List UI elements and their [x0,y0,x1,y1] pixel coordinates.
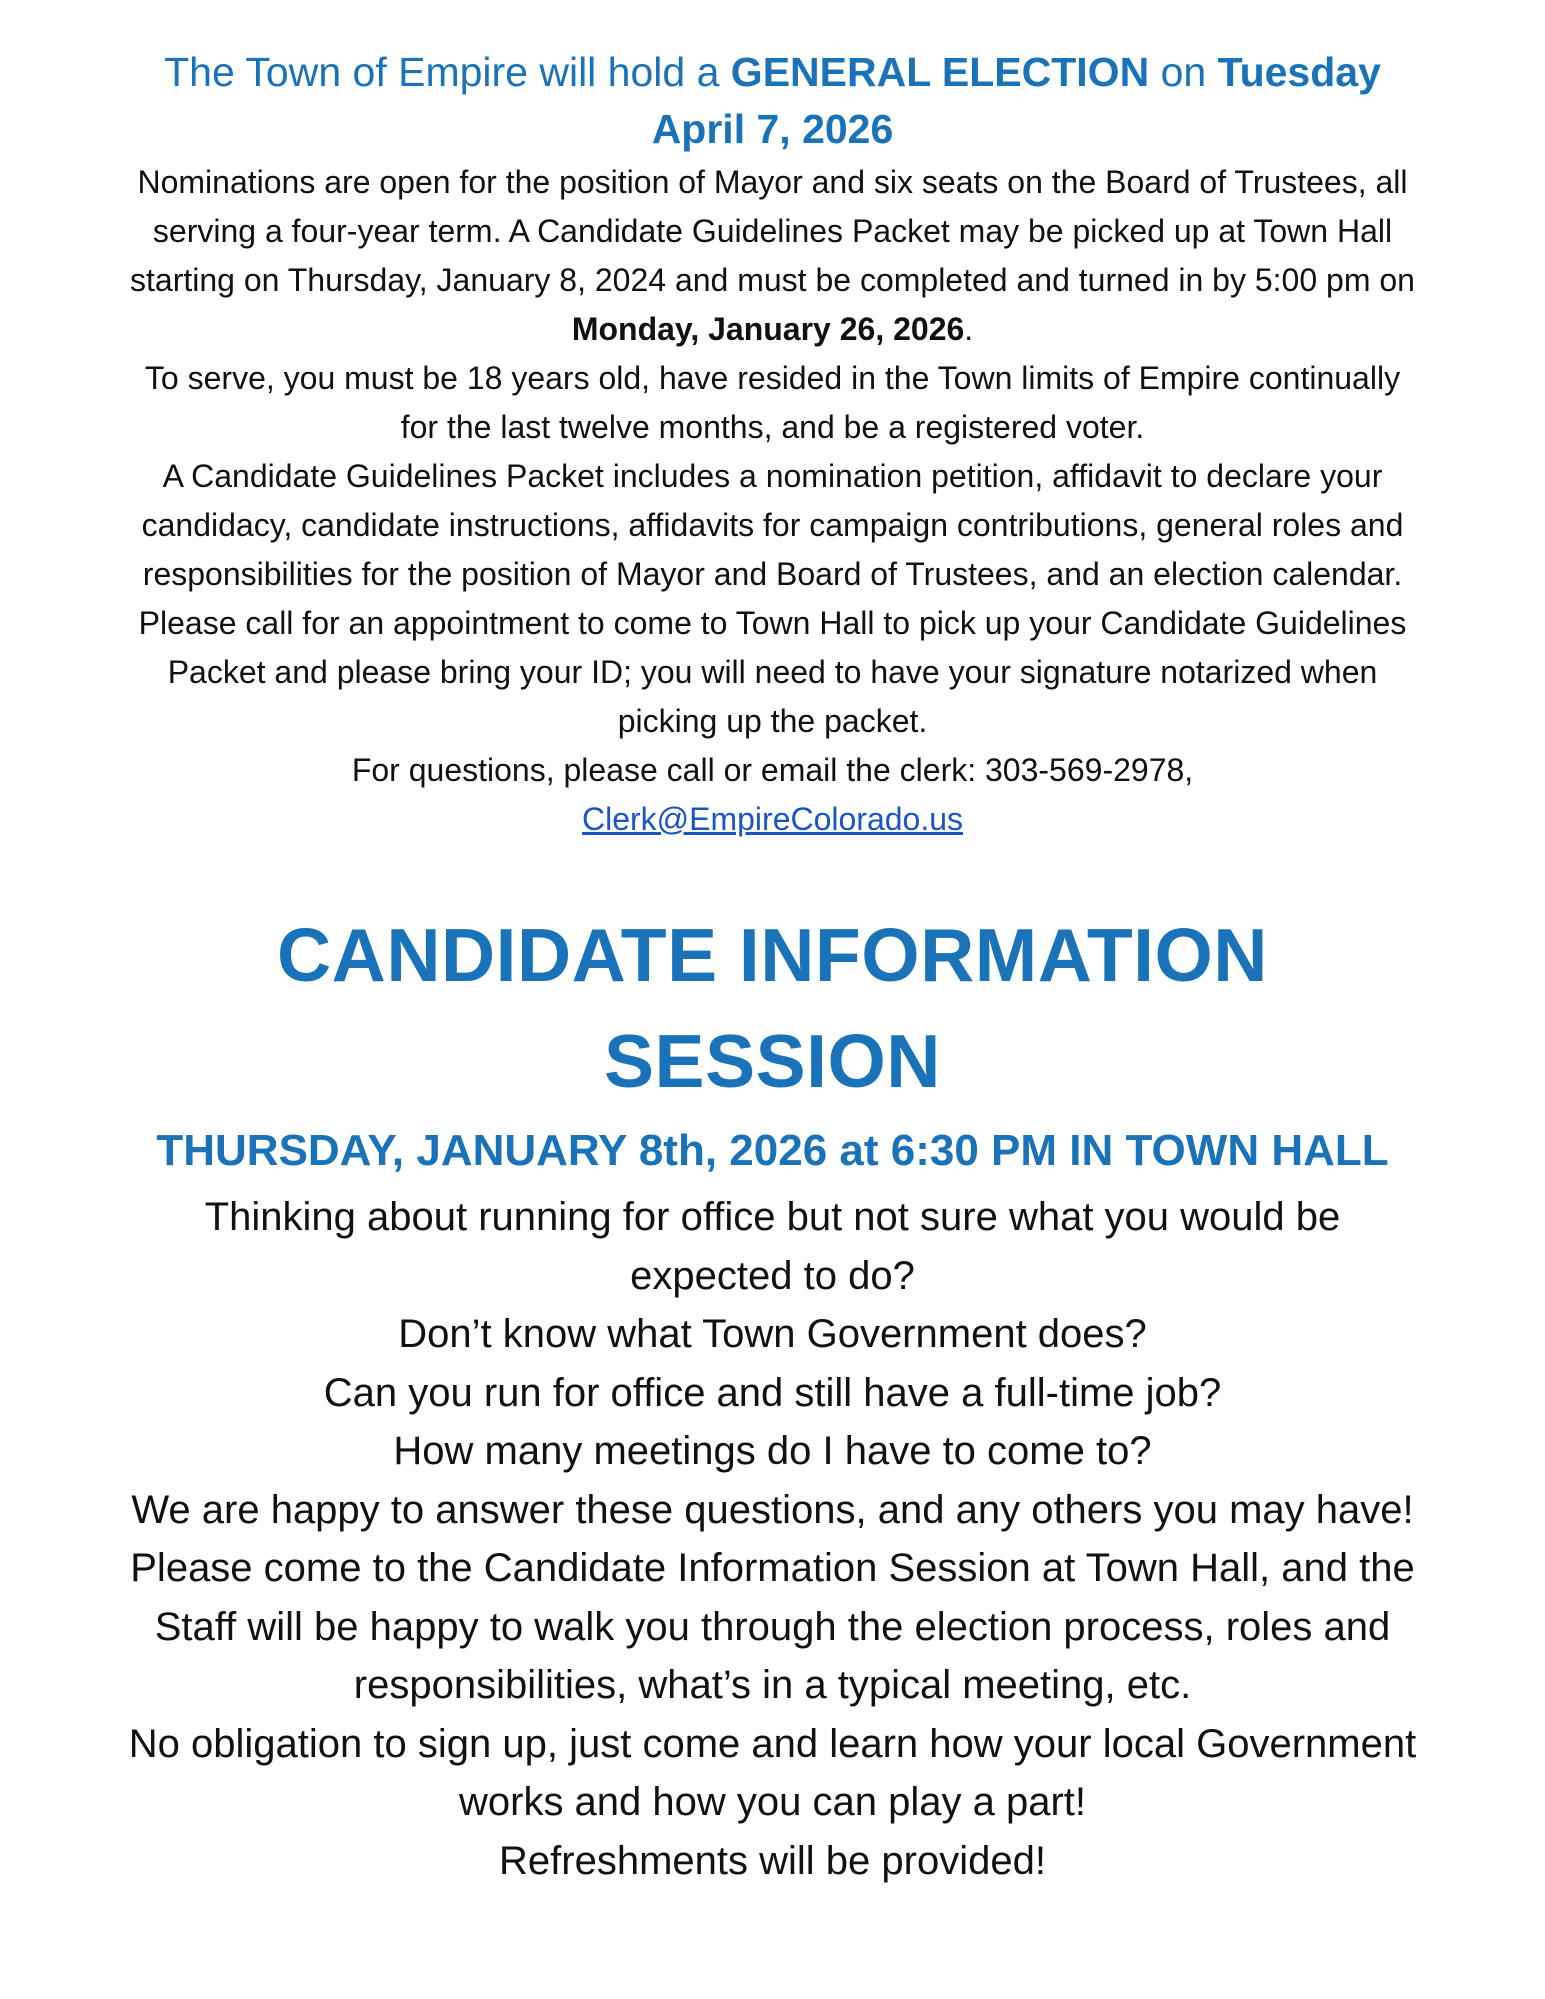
obligation-paragraph: No obligation to sign up, just come and learn how your local Government works and how you can play a part! [128,1721,1417,1824]
question-town-government: Don’t know what Town Government does? [398,1312,1147,1356]
deadline-date: Monday, January 26, 2026 [571,311,965,347]
question-expected-duties: Thinking about running for office but not sure what you would be expected to do? [204,1195,1341,1298]
election-on: on [1149,49,1218,95]
session-title: CANDIDATE INFORMATION SESSION [277,913,1268,1103]
session-section [128,902,1417,1890]
deadline-period: . [964,311,974,347]
election-type: GENERAL ELECTION [730,49,1150,95]
question-full-time-job: Can you run for office and still have a full-time job? [323,1370,1222,1415]
refreshments-line: Refreshments will be provided! [499,1838,1046,1883]
nominations-text: Nominations are open for the position of Mayor and six seats on the Board of Trustees, all serving a four-year term. A Candidate Guidelines Packet may be picked up at Town Hall starting on Thursday, January 8, 2024 and must be completed and turned in by 5:00 pm on [130,164,1415,298]
election-day: Tuesday [1217,49,1381,95]
eligibility-paragraph: To serve, you must be 18 years old, have resided in the Town limits of Empire continually for the last twelve months, and be a registered voter. [144,360,1401,445]
appointment-paragraph: Please call for an appointment to come to Town Hall to pick up your Candidate Guidelines Packet and please bring your ID; you will need to have your signature notarized when picking up the packet. [138,605,1407,739]
election-date: April 7, 2026 [651,106,894,152]
email-line [128,795,1417,844]
session-date: THURSDAY, JANUARY 8th, 2026 at 6:30 PM IN TOWN HALL [156,1126,1389,1175]
questions-paragraph: For questions, please call or email the clerk: 303-569-2978, [351,752,1194,788]
nominations-paragraph [128,158,1417,354]
packet-contents-paragraph: A Candidate Guidelines Packet includes a nomination petition, affidavit to declare your candidacy, candidate instructions, affidavits for campaign contributions, general roles and responsibilities for the position of Mayor and Board of Trustees, and an election calendar. [141,458,1404,592]
answer-paragraph: We are happy to answer these questions, and any others you may have! Please come to the Candidate Information Session at Town Hall, and the Staff will be happy to walk you through the election process, roles and responsibilities, what’s in a typical meeting, etc. [130,1487,1415,1707]
election-intro: The Town of Empire will hold a [164,49,731,95]
question-meetings: How many meetings do I have to come to? [393,1429,1152,1473]
election-section [128,44,1417,844]
clerk-email-link[interactable]: Clerk@EmpireColorado.us [581,801,964,837]
election-heading [128,44,1417,158]
